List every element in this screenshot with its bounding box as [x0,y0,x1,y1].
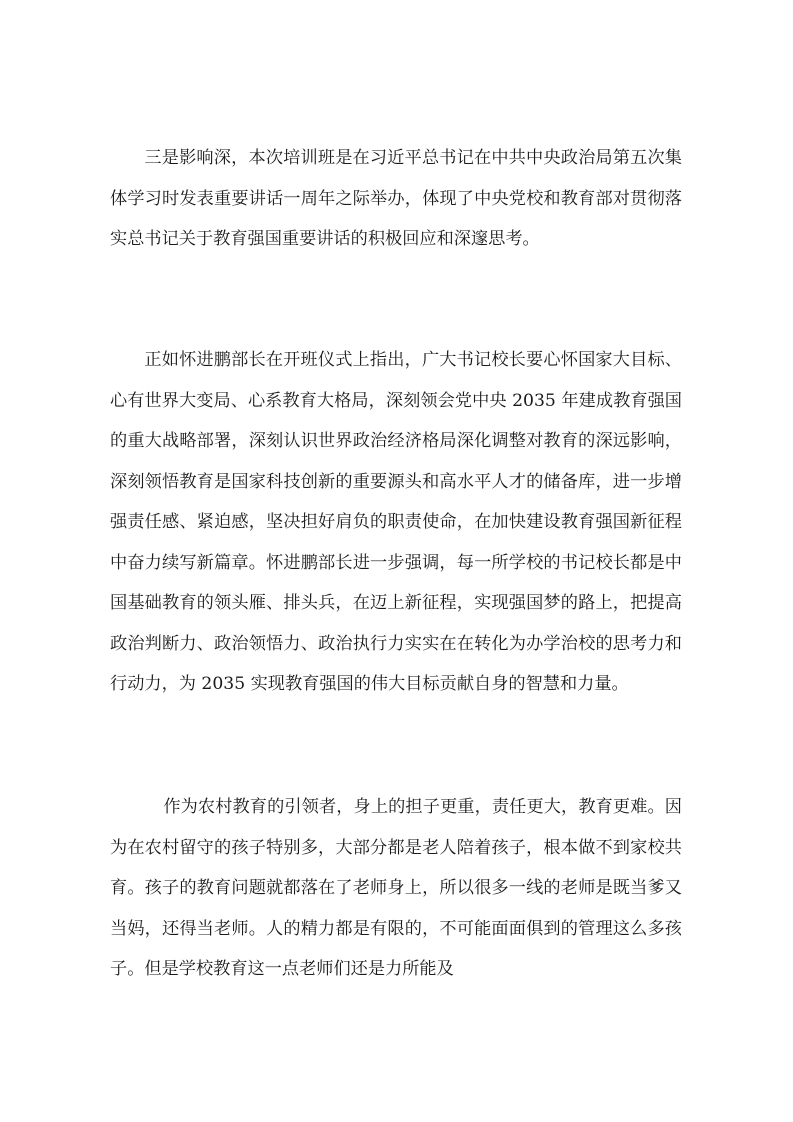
paragraph-minister-speech: 正如怀进鹏部长在开班仪式上指出，广大书记校长要心怀国家大目标、心有世界大变局、心系教育大格局，深刻领会党中央 2035 年建成教育强国的重大战略部署，深刻认识世界政治经济格局深化调整对教育的深远影响，深刻领悟教育是国家科技创新的重要源头和高水平人才的储备库，进一步增强责任感、紧迫感，坚决担好肩负的职责使命，在加快建设教育强国新征程中奋力续写新篇章。怀进鹏部长进一步强调，每一所学校的书记校长都是中国基础教育的领头雁、排头兵，在迈上新征程，实现强国梦的路上，把提高政治判断力、政治领悟力、政治执行力实实在在转化为办学治校的思考力和行动力，为 2035 实现教育强国的伟大目标贡献自身的智慧和力量。 [110,350,682,694]
paragraph-influence: 三是影响深，本次培训班是在习近平总书记在中共中央政治局第五次集体学习时发表重要讲话一周年之际举办，体现了中央党校和教育部对贯彻落实总书记关于教育强国重要讲话的积极回应和深邃思考。 [110,148,682,249]
paragraph-rural-education: 作为农村教育的引领者，身上的担子更重，责任更大，教育更难。因为在农村留守的孩子特别多，大部分都是老人陪着孩子，根本做不到家校共育。孩子的教育问题就都落在了老师身上，所以很多一线的老师是既当爹又当妈，还得当老师。人的精力都是有限的，不可能面面俱到的管理这么多孩子。但是学校教育这一点老师们还是力所能及 [110,797,682,979]
